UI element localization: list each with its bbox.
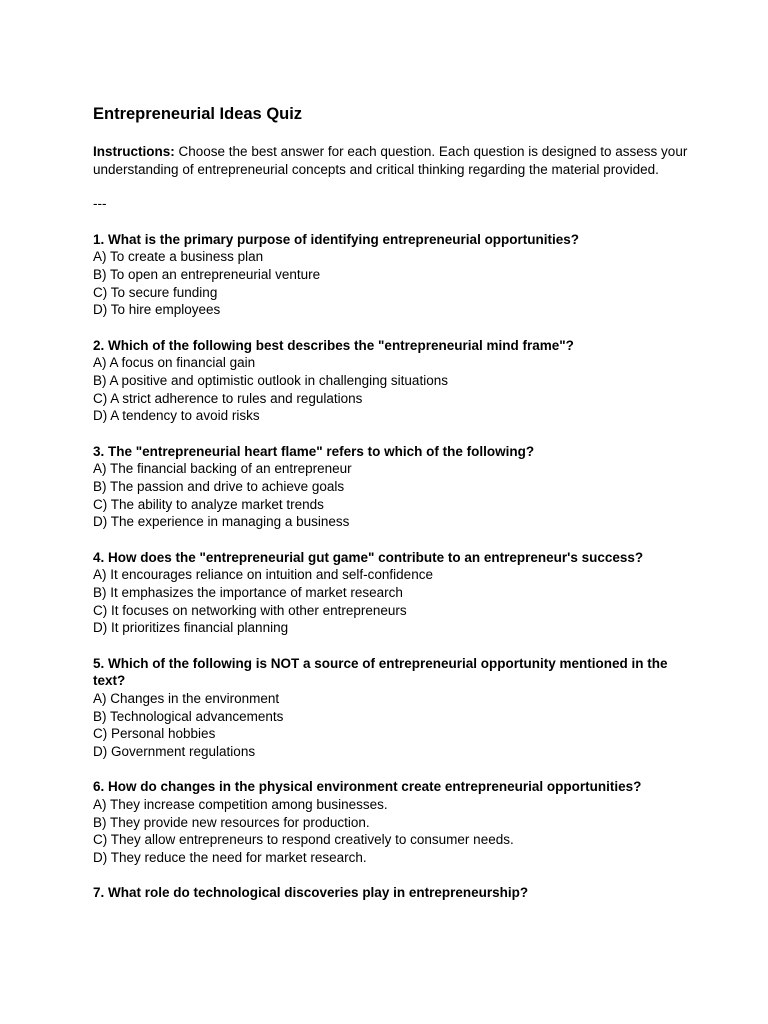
question-4 [93,549,693,638]
question-3 [93,443,693,532]
answer-option-b: B) The passion and drive to achieve goals [93,478,345,494]
answer-option-a: A) It encourages reliance on intuition and self-confidence [93,567,433,583]
question-text: 4. How does the "entrepreneurial gut game" contribute to an entrepreneur's success? [93,549,644,565]
page-title: Entrepreneurial Ideas Quiz [93,105,303,123]
answer-option-b: B) Technological advancements [93,708,284,724]
answer-option-b: B) It emphasizes the importance of market research [93,584,403,600]
answer-option-d: D) It prioritizes financial planning [93,620,289,636]
question-text: 2. Which of the following best describes the "entrepreneurial mind frame"? [93,337,574,353]
answer-option-c: C) They allow entrepreneurs to respond creatively to consumer needs. [93,832,514,848]
question-5 [93,655,693,761]
answer-option-c: C) The ability to analyze market trends [93,496,324,512]
separator: --- [93,196,107,211]
answer-option-d: D) Government regulations [93,744,256,760]
answer-option-a: A) A focus on financial gain [93,355,256,371]
answer-option-a: A) To create a business plan [93,249,264,265]
answer-option-d: D) A tendency to avoid risks [93,408,260,424]
answer-option-d: D) To hire employees [93,302,221,318]
answer-option-c: C) A strict adherence to rules and regulations [93,390,363,406]
answer-option-b: B) To open an entrepreneurial venture [93,266,321,282]
question-2 [93,337,693,426]
instructions-text: Choose the best answer for each question. Each question is designed to assess your understanding of entrepreneurial concepts and critical thinking regarding the material provided. [93,144,688,177]
answer-option-a: A) The financial backing of an entrepreneur [93,461,352,477]
question-1 [93,231,693,320]
answer-option-b: B) They provide new resources for production. [93,814,370,830]
answer-option-d: D) They reduce the need for market research. [93,850,367,866]
question-text: 7. What role do technological discoveries play in entrepreneurship? [93,885,529,901]
answer-option-a: A) They increase competition among businesses. [93,796,388,812]
answer-option-d: D) The experience in managing a business [93,514,350,530]
question-text: 6. How do changes in the physical environment create entrepreneurial opportunities? [93,779,642,795]
question-7 [93,884,693,902]
answer-option-c: C) It focuses on networking with other entrepreneurs [93,602,407,618]
question-6 [93,778,693,867]
answer-option-c: C) To secure funding [93,284,218,300]
answer-option-a: A) Changes in the environment [93,690,280,706]
instructions [93,143,693,178]
answer-option-b: B) A positive and optimistic outlook in challenging situations [93,372,448,388]
question-text: 5. Which of the following is NOT a source of entrepreneurial opportunity mentioned in the text? [93,655,668,689]
instructions-label: Instructions: [93,144,175,159]
answer-option-c: C) Personal hobbies [93,726,216,742]
question-text: 1. What is the primary purpose of identifying entrepreneurial opportunities? [93,231,580,247]
quiz-document [93,103,693,902]
question-text: 3. The "entrepreneurial heart flame" refers to which of the following? [93,443,535,459]
